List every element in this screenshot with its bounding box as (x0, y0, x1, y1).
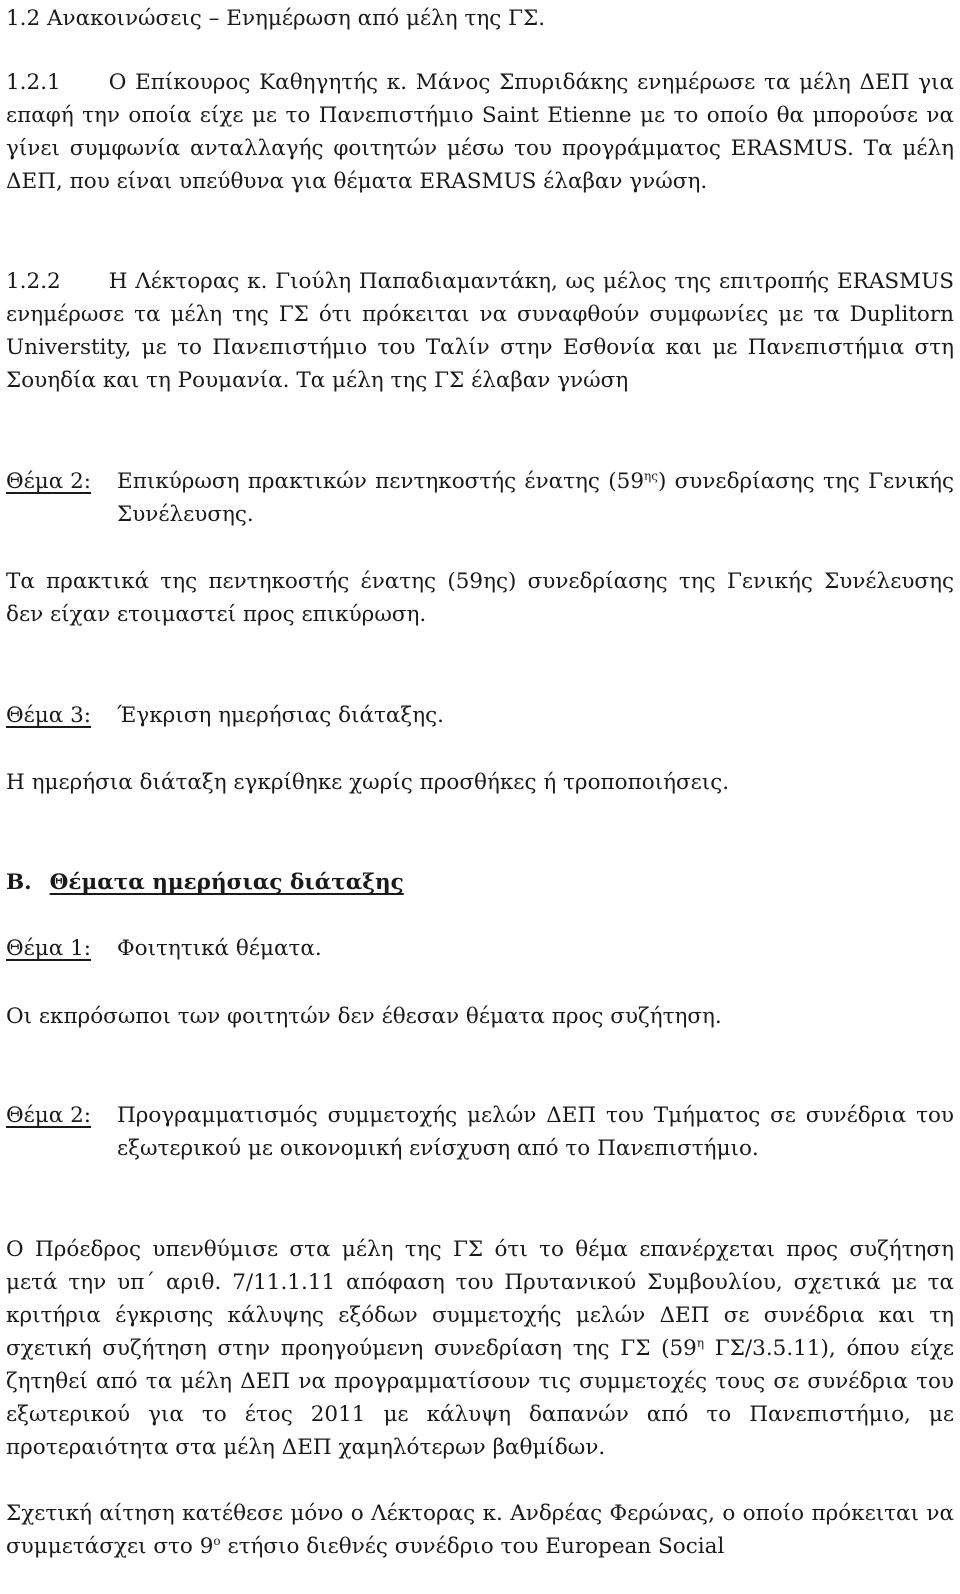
item-number-1-2-1: 1.2.1 (6, 70, 61, 95)
topic-heading-1-students (6, 932, 954, 965)
topic-title: Επικύρωση πρακτικών πεντηκοστής ένατης $(59^{\eta\varsigma})$ συνεδρίασης της Γενικής Συνέλευσης. (117, 468, 954, 527)
topic-heading-2-conferences (6, 1099, 954, 1165)
topic-body-1-students: Οι εκπρόσωποι των φοιτητών δεν έθεσαν θέματα προς συζήτηση. (6, 1004, 722, 1029)
topic-label: Θέμα 3: (6, 703, 92, 728)
topic-title: Έγκριση ημερήσιας διάταξης. (117, 703, 445, 728)
topic-body-2-minutes: Τα πρακτικά της πεντηκοστής ένατης (59ης) συνεδρίασης της Γενικής Συνέλευσης δεν είχαν ετοιμαστεί προς επικύρωση. (6, 569, 954, 627)
topic-label: Θέμα 2: (6, 1103, 92, 1128)
topic-title: Προγραμματισμός συμμετοχής μελών ΔΕΠ του Τμήματος σε συνέδρια του εξωτερικού με οικονομική ενίσχυση από το Πανεπιστήμιο. (117, 1103, 954, 1161)
topic-body-3-agenda: Η ημερήσια διάταξη εγκρίθηκε χωρίς προσθήκες ή τροποποιήσεις. (6, 770, 730, 795)
section-heading-1-2: 1.2 Ανακοινώσεις – Ενημέρωση από μέλη της ΓΣ. (6, 6, 546, 31)
item-number-1-2-2: 1.2.2 (6, 269, 61, 294)
topic-heading-3-agenda (6, 699, 954, 732)
section-heading-b: Β. Θέματα ημερήσιας διάταξης (6, 870, 404, 895)
topic-label: Θέμα 2: (6, 469, 92, 494)
item-text-1-2-1: Ο Επίκουρος Καθηγητής κ. Μάνος Σπυριδάκης ενημέρωσε τα μέλη ΔΕΠ για επαφή την οποία είχε με το Πανεπιστήμιο Saint Etienne με το οποίο θα μπορούσε να γίνει συμφωνία ανταλλαγής φοιτητών μέσω του προγράμματος ERASMUS. Τα μέλη ΔΕΠ, που είναι υπεύθυνα για θέματα ERASMUS έλαβαν γνώση. (6, 70, 954, 194)
topic-label: Θέμα 1: (6, 936, 92, 961)
topic-title: Φοιτητικά θέματα. (117, 936, 322, 961)
topic-body-2-conferences-p2: Σχετική αίτηση κατέθεσε μόνο ο Λέκτορας κ. Ανδρέας Φερώνας, ο οποίο πρόκειται να συμμετάσχει στο $9^o$ ετήσιο διεθνές συνέδριο του European Social (6, 1501, 954, 1559)
paragraph-1-2-1 (6, 66, 954, 198)
paragraph-1-2-2 (6, 265, 954, 397)
topic-heading-2-minutes (6, 465, 954, 531)
topic-body-2-conferences-p1: Ο Πρόεδρος υπενθύμισε στα μέλη της ΓΣ ότι το θέμα επανέρχεται προς συζήτηση μετά την υπ΄ αριθ. 7/11.1.11 απόφαση του Πρυτανικού Συμβουλίου, σχετικά με τα κριτήρια έγκρισης κάλυψης εξόδων συμμετοχής μελών ΔΕΠ σε συνέδρια και τη σχετική συζήτηση στην προηγούμενη συνεδρίαση της ΓΣ ($59^\eta$ ΓΣ/3.5.11), όπου είχε ζητηθεί από τα μέλη ΔΕΠ να προγραμματίσουν τις συμμετοχές τους σε συνέδρια του εξωτερικού για το έτος 2011 με κάλυψη δαπανών από το Πανεπιστήμιο, με προτεραιότητα στα μέλη ΔΕΠ χαμηλότερων βαθμίδων. (6, 1237, 954, 1460)
item-text-1-2-2: Η Λέκτορας κ. Γιούλη Παπαδιαμαντάκη, ως μέλος της επιτροπής ERASMUS ενημέρωσε τα μέλη της ΓΣ ότι πρόκειται να συναφθούν συμφωνίες με τα Duplitorn Universtity, με το Πανεπιστήμιο του Ταλίν στην Εσθονία και με Πανεπιστήμια στη Σουηδία και τη Ρουμανία. Τα μέλη της ΓΣ έλαβαν γνώση (6, 269, 954, 393)
